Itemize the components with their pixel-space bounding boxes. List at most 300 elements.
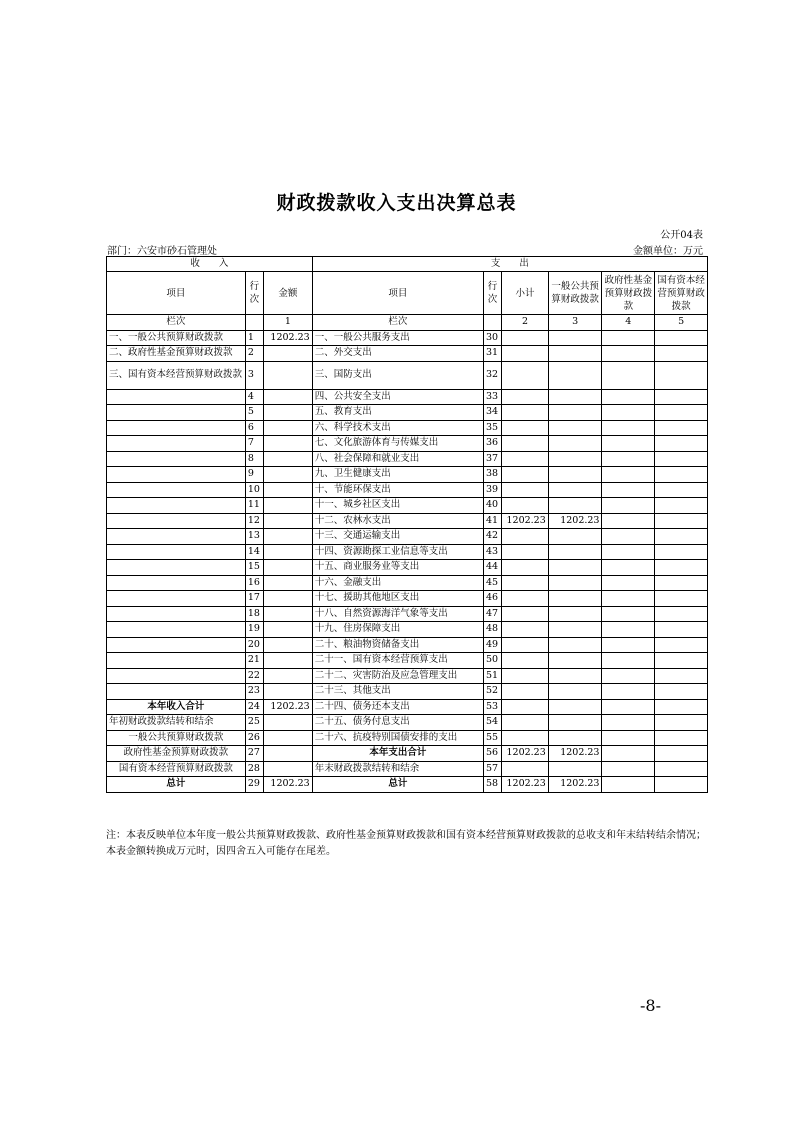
header-expense-item: 项目 [312,272,483,315]
form-number: 公开04表 [660,230,703,241]
subtotal-cell [502,498,549,514]
expense-line-cell: 30 [483,330,501,346]
income-line-cell: 22 [245,668,263,684]
subtotal-cell [502,591,549,607]
income-item-cell [107,684,246,700]
subtotal-cell [502,653,549,669]
general-budget-amount-cell [548,436,602,452]
fund-budget-amount-cell [602,482,655,498]
expense-line-cell: 31 [483,346,501,362]
fund-budget-amount-cell [602,777,655,793]
page-title: 财政拨款收入支出决算总表 [276,192,517,214]
income-line-cell: 12 [245,513,263,529]
expense-item-cell: 十七、援助其他地区支出 [312,591,483,607]
general-budget-amount-cell [548,575,602,591]
state-capital-amount-cell [655,330,708,346]
expense-item-cell: 二十一、国有资本经营预算支出 [312,653,483,669]
state-capital-amount-cell [655,653,708,669]
state-capital-amount-cell [655,606,708,622]
table-row [107,622,708,638]
state-capital-amount-cell [655,436,708,452]
state-capital-amount-cell [655,420,708,436]
page-number: -8- [640,996,661,1015]
income-line-cell: 3 [245,361,263,389]
expense-section-header: 支 出 [312,257,707,272]
state-capital-amount-cell [655,715,708,731]
income-item-cell [107,405,246,421]
income-item-cell: 国有资本经营预算财政拨款 [107,761,246,777]
expense-line-cell: 50 [483,653,501,669]
expense-line-cell: 34 [483,405,501,421]
state-capital-amount-cell [655,684,708,700]
fund-budget-amount-cell [602,436,655,452]
income-line-cell: 17 [245,591,263,607]
expense-line-cell: 58 [483,777,501,793]
income-line-cell: 26 [245,730,263,746]
income-line-cell: 18 [245,606,263,622]
expense-line-cell: 55 [483,730,501,746]
fund-budget-amount-cell [602,575,655,591]
expense-item-cell: 十八、自然资源海洋气象等支出 [312,606,483,622]
subtotal-cell [502,436,549,452]
fund-budget-amount-cell [602,513,655,529]
income-item-cell [107,482,246,498]
income-item-cell [107,529,246,545]
unit-label: 金额单位：万元 [633,246,703,257]
subtotal-cell [502,361,549,389]
fund-budget-amount-cell [602,389,655,405]
income-item-cell [107,653,246,669]
fund-budget-amount-cell [602,330,655,346]
income-item-cell [107,451,246,467]
income-item-cell: 二、政府性基金预算财政拨款 [107,346,246,362]
subtotal-cell [502,684,549,700]
expense-item-cell: 二十三、其他支出 [312,684,483,700]
general-budget-amount-cell [548,389,602,405]
table-row [107,560,708,576]
state-capital-amount-cell [655,761,708,777]
subtotal-cell [502,575,549,591]
subtotal-cell [502,451,549,467]
state-capital-amount-cell [655,361,708,389]
general-budget-amount-cell [548,637,602,653]
expense-line-cell: 37 [483,451,501,467]
expense-line-cell: 54 [483,715,501,731]
income-amount-cell: 1202.23 [264,777,313,793]
header-income-line: 行次 [245,272,263,315]
subtotal-cell [502,482,549,498]
table-row [107,730,708,746]
expense-line-cell: 39 [483,482,501,498]
table-row [107,668,708,684]
expense-line-cell: 40 [483,498,501,514]
general-budget-amount-cell: 1202.23 [548,777,602,793]
income-amount-cell [264,451,313,467]
income-item-cell [107,622,246,638]
state-capital-amount-cell [655,544,708,560]
fund-budget-amount-cell [602,606,655,622]
table-row [107,498,708,514]
column-index-cell [245,315,263,331]
income-amount-cell [264,361,313,389]
income-item-cell: 三、国有资本经营预算财政拨款 [107,361,246,389]
expense-line-cell: 43 [483,544,501,560]
subtotal-cell [502,761,549,777]
income-item-cell: 本年收入合计 [107,699,246,715]
income-line-cell: 25 [245,715,263,731]
fund-budget-amount-cell [602,668,655,684]
table-row [107,529,708,545]
header-fund-budget: 政府性基金预算财政拨款 [602,272,655,315]
state-capital-amount-cell [655,591,708,607]
general-budget-amount-cell [548,529,602,545]
general-budget-amount-cell: 1202.23 [548,746,602,762]
table-row [107,451,708,467]
expense-item-cell: 十六、金融支出 [312,575,483,591]
expense-line-cell: 56 [483,746,501,762]
income-amount-cell [264,653,313,669]
income-amount-cell [264,498,313,514]
income-amount-cell: 1202.23 [264,330,313,346]
expense-item-cell: 二十四、债务还本支出 [312,699,483,715]
general-budget-amount-cell [548,482,602,498]
state-capital-amount-cell [655,529,708,545]
income-line-cell: 23 [245,684,263,700]
table-row [107,575,708,591]
state-capital-amount-cell [655,668,708,684]
expense-line-cell: 42 [483,529,501,545]
expense-item-cell: 十四、资源勘探工业信息等支出 [312,544,483,560]
expense-line-cell: 49 [483,637,501,653]
income-amount-cell [264,715,313,731]
state-capital-amount-cell [655,405,708,421]
fund-budget-amount-cell [602,591,655,607]
table-row [107,637,708,653]
expense-item-cell: 二、外交支出 [312,346,483,362]
fund-budget-amount-cell [602,684,655,700]
income-line-cell: 1 [245,330,263,346]
income-item-cell [107,513,246,529]
expense-item-cell: 总计 [312,777,483,793]
header-state-capital: 国有资本经营预算财政拨款 [655,272,708,315]
department-label: 部门：六安市砂石管理处 [107,246,217,257]
expense-item-cell: 十、节能环保支出 [312,482,483,498]
income-amount-cell [264,591,313,607]
fund-budget-amount-cell [602,544,655,560]
income-item-cell [107,637,246,653]
subtotal-cell [502,637,549,653]
table-row [107,389,708,405]
income-amount-cell [264,513,313,529]
table-row [107,653,708,669]
table-row [107,467,708,483]
state-capital-amount-cell [655,777,708,793]
expense-item-cell: 年末财政拨款结转和结余 [312,761,483,777]
column-index-4: 4 [602,315,655,331]
table-row [107,346,708,362]
table-row [107,777,708,793]
income-line-cell: 13 [245,529,263,545]
general-budget-amount-cell [548,591,602,607]
expense-line-cell: 45 [483,575,501,591]
fund-budget-amount-cell [602,730,655,746]
state-capital-amount-cell [655,467,708,483]
general-budget-amount-cell [548,653,602,669]
expense-item-cell: 七、文化旅游体育与传媒支出 [312,436,483,452]
fund-budget-amount-cell [602,653,655,669]
income-line-cell: 11 [245,498,263,514]
subtotal-cell: 1202.23 [502,746,549,762]
subtotal-cell [502,405,549,421]
income-amount-cell [264,606,313,622]
column-index-label: 栏次 [107,315,246,331]
expense-item-cell: 九、卫生健康支出 [312,467,483,483]
fund-budget-amount-cell [602,361,655,389]
income-line-cell: 19 [245,622,263,638]
expense-line-cell: 46 [483,591,501,607]
expense-item-cell: 二十五、债务付息支出 [312,715,483,731]
state-capital-amount-cell [655,498,708,514]
income-amount-cell [264,746,313,762]
state-capital-amount-cell [655,346,708,362]
income-line-cell: 16 [245,575,263,591]
income-amount-cell [264,544,313,560]
expense-line-cell: 52 [483,684,501,700]
income-line-cell: 9 [245,467,263,483]
income-item-cell [107,467,246,483]
general-budget-amount-cell [548,684,602,700]
expense-item-cell: 本年支出合计 [312,746,483,762]
fund-budget-amount-cell [602,637,655,653]
general-budget-amount-cell: 1202.23 [548,513,602,529]
income-item-cell: 一、一般公共预算财政拨款 [107,330,246,346]
fund-budget-amount-cell [602,467,655,483]
fund-budget-amount-cell [602,346,655,362]
table-row [107,715,708,731]
state-capital-amount-cell [655,746,708,762]
expense-item-cell: 三、国防支出 [312,361,483,389]
income-line-cell: 10 [245,482,263,498]
fund-budget-amount-cell [602,560,655,576]
table-row [107,482,708,498]
fund-budget-amount-cell [602,746,655,762]
income-line-cell: 6 [245,420,263,436]
general-budget-amount-cell [548,405,602,421]
income-amount-cell [264,420,313,436]
general-budget-amount-cell [548,544,602,560]
income-item-cell [107,606,246,622]
header-general-budget: 一般公共预算财政拨款 [548,272,602,315]
income-item-cell [107,389,246,405]
income-amount-cell [264,467,313,483]
subtotal-cell [502,668,549,684]
state-capital-amount-cell [655,513,708,529]
column-index-label-2: 栏次 [312,315,483,331]
general-budget-amount-cell [548,761,602,777]
subtotal-cell [502,544,549,560]
expense-line-cell: 48 [483,622,501,638]
income-amount-cell [264,529,313,545]
subtotal-cell [502,389,549,405]
column-index-1: 1 [264,315,313,331]
income-item-cell [107,668,246,684]
income-item-cell: 年初财政拨款结转和结余 [107,715,246,731]
table-row [107,544,708,560]
income-line-cell: 14 [245,544,263,560]
subtotal-cell [502,330,549,346]
income-line-cell: 15 [245,560,263,576]
expense-item-cell: 二十二、灾害防治及应急管理支出 [312,668,483,684]
fund-budget-amount-cell [602,715,655,731]
expense-item-cell: 二十、粮油物资储备支出 [312,637,483,653]
general-budget-amount-cell [548,420,602,436]
expense-item-cell: 十二、农林水支出 [312,513,483,529]
fund-budget-amount-cell [602,529,655,545]
expense-item-cell: 六、科学技术支出 [312,420,483,436]
income-item-cell [107,436,246,452]
table-row [107,591,708,607]
income-line-cell: 5 [245,405,263,421]
fund-budget-amount-cell [602,699,655,715]
subtotal-cell [502,715,549,731]
column-index-2: 2 [502,315,549,331]
expense-item-cell: 五、教育支出 [312,405,483,421]
state-capital-amount-cell [655,575,708,591]
income-amount-cell [264,405,313,421]
state-capital-amount-cell [655,622,708,638]
table-row [107,405,708,421]
income-item-cell: 一般公共预算财政拨款 [107,730,246,746]
state-capital-amount-cell [655,730,708,746]
income-item-cell [107,575,246,591]
state-capital-amount-cell [655,482,708,498]
income-amount-cell [264,482,313,498]
income-amount-cell [264,346,313,362]
general-budget-amount-cell [548,361,602,389]
general-budget-amount-cell [548,730,602,746]
general-budget-amount-cell [548,346,602,362]
general-budget-amount-cell [548,606,602,622]
state-capital-amount-cell [655,560,708,576]
expense-line-cell: 33 [483,389,501,405]
column-index-5: 5 [655,315,708,331]
fund-budget-amount-cell [602,622,655,638]
header-expense-line: 行次 [483,272,501,315]
income-amount-cell [264,761,313,777]
expense-item-cell: 四、公共安全支出 [312,389,483,405]
table-row [107,699,708,715]
income-line-cell: 7 [245,436,263,452]
income-amount-cell [264,622,313,638]
table-row [107,513,708,529]
subtotal-cell [502,560,549,576]
income-line-cell: 20 [245,637,263,653]
subtotal-cell [502,346,549,362]
table-row [107,420,708,436]
general-budget-amount-cell [548,467,602,483]
expense-item-cell: 八、社会保障和就业支出 [312,451,483,467]
table-row [107,761,708,777]
table-row [107,606,708,622]
income-item-cell [107,544,246,560]
state-capital-amount-cell [655,637,708,653]
income-line-cell: 8 [245,451,263,467]
expense-line-cell: 32 [483,361,501,389]
expense-line-cell: 41 [483,513,501,529]
table-note: 注：本表反映单位本年度一般公共预算财政拨款、政府性基金预算财政拨款和国有资本经营预算财政拨款的总收支和年末结转结余情况；本表金额转换成万元时，因四舍五入可能存在尾差。 [106,830,706,857]
income-amount-cell [264,575,313,591]
fund-budget-amount-cell [602,498,655,514]
fund-budget-amount-cell [602,405,655,421]
subtotal-cell: 1202.23 [502,513,549,529]
income-section-header: 收 入 [107,257,313,272]
column-index-3: 3 [548,315,602,331]
general-budget-amount-cell [548,622,602,638]
income-amount-cell [264,684,313,700]
income-line-cell: 24 [245,699,263,715]
subtotal-cell [502,529,549,545]
expense-item-cell: 二十六、抗疫特别国债安排的支出 [312,730,483,746]
table-row [107,330,708,346]
fund-budget-amount-cell [602,761,655,777]
state-capital-amount-cell [655,389,708,405]
general-budget-amount-cell [548,715,602,731]
state-capital-amount-cell [655,451,708,467]
income-line-cell: 27 [245,746,263,762]
table-row [107,361,708,389]
subtotal-cell: 1202.23 [502,777,549,793]
fund-budget-amount-cell [602,420,655,436]
general-budget-amount-cell [548,699,602,715]
header-subtotal: 小计 [502,272,549,315]
income-item-cell [107,420,246,436]
general-budget-amount-cell [548,668,602,684]
table-row [107,436,708,452]
income-amount-cell [264,389,313,405]
expense-item-cell: 十五、商业服务业等支出 [312,560,483,576]
column-index-cell [483,315,501,331]
income-amount-cell [264,560,313,576]
income-amount-cell [264,637,313,653]
subtotal-cell [502,606,549,622]
income-item-cell: 政府性基金预算财政拨款 [107,746,246,762]
expense-line-cell: 44 [483,560,501,576]
income-item-cell: 总计 [107,777,246,793]
subtotal-cell [502,699,549,715]
subtotal-cell [502,420,549,436]
expense-item-cell: 十三、交通运输支出 [312,529,483,545]
income-amount-cell: 1202.23 [264,699,313,715]
expense-item-cell: 十九、住房保障支出 [312,622,483,638]
header-income-amount: 金额 [264,272,313,315]
income-line-cell: 4 [245,389,263,405]
general-budget-amount-cell [548,498,602,514]
expense-line-cell: 53 [483,699,501,715]
budget-table [106,256,708,793]
expense-line-cell: 57 [483,761,501,777]
expense-line-cell: 38 [483,467,501,483]
general-budget-amount-cell [548,451,602,467]
general-budget-amount-cell [548,330,602,346]
expense-item-cell: 十一、城乡社区支出 [312,498,483,514]
income-line-cell: 21 [245,653,263,669]
fund-budget-amount-cell [602,451,655,467]
table-row [107,684,708,700]
state-capital-amount-cell [655,699,708,715]
income-item-cell [107,560,246,576]
income-line-cell: 2 [245,346,263,362]
header-income-item: 项目 [107,272,246,315]
